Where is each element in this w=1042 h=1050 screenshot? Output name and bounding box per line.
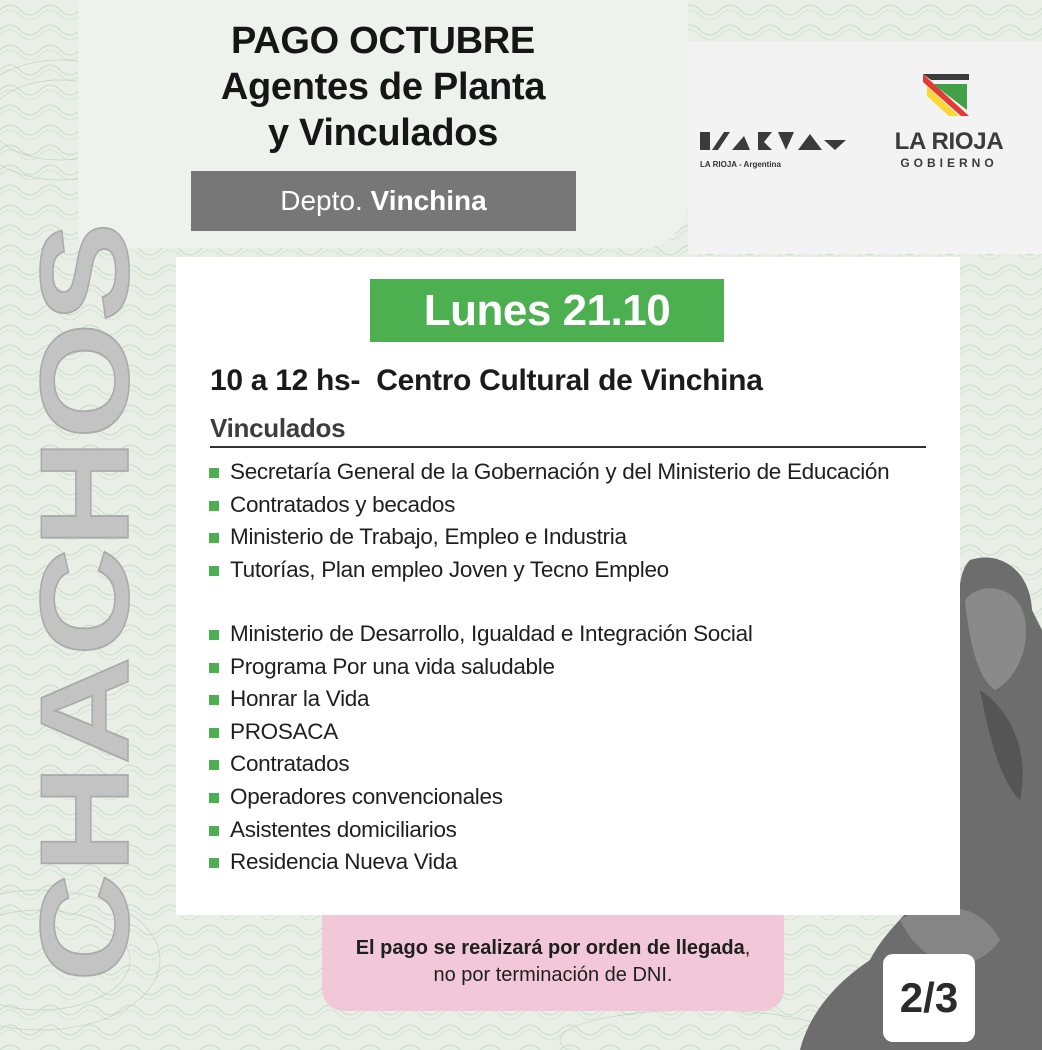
agency-list-group-b <box>208 618 753 879</box>
list-item: Honrar la Vida <box>208 683 753 716</box>
bullet-square-icon <box>209 826 219 836</box>
gobierno-emblem-icon <box>919 70 973 120</box>
bullet-square-icon <box>209 533 219 543</box>
list-item: PROSACA <box>208 716 753 749</box>
payment-note-line-1 <box>322 937 784 960</box>
department-name: Vinchina <box>370 185 487 216</box>
bullet-square-icon <box>209 858 219 868</box>
title-line-3: y Vinculados <box>267 112 499 154</box>
list-item: Contratados y becados <box>208 489 889 522</box>
date-badge: Lunes 21.10 <box>370 279 724 342</box>
la-rioja-brand-logo <box>698 128 848 160</box>
list-item: Programa Por una vida saludable <box>208 651 753 684</box>
agency-list-group-a <box>208 456 889 586</box>
gobierno-name: LA RIOJA <box>894 128 1004 155</box>
list-item: Residencia Nueva Vida <box>208 846 753 879</box>
department-bar <box>191 171 576 231</box>
bullet-square-icon <box>209 630 219 640</box>
list-item: Asistentes domiciliarios <box>208 814 753 847</box>
department-label: Depto. <box>280 185 363 216</box>
list-item: Ministerio de Trabajo, Empleo e Industria <box>208 521 889 554</box>
payment-note-panel <box>322 915 784 1011</box>
title-line-1: PAGO OCTUBRE <box>231 20 535 62</box>
section-title: Vinculados <box>210 413 926 448</box>
page-title <box>78 18 688 156</box>
bullet-square-icon <box>209 793 219 803</box>
title-line-2: Agentes de Planta <box>220 66 546 108</box>
bullet-square-icon <box>209 760 219 770</box>
page-indicator: 2/3 <box>883 954 975 1042</box>
list-item: Tutorías, Plan empleo Joven y Tecno Empleo <box>208 554 889 587</box>
bullet-square-icon <box>209 695 219 705</box>
list-item: Ministerio de Desarrollo, Igualdad e Integración Social <box>208 618 753 651</box>
list-item: Operadores convencionales <box>208 781 753 814</box>
list-item: Secretaría General de la Gobernación y del Ministerio de Educación <box>208 456 889 489</box>
time-location: 10 a 12 hs- Centro Cultural de Vinchina <box>210 364 763 397</box>
la-rioja-argentina-caption: LA RIOJA - Argentina <box>700 160 781 169</box>
gobierno-subtitle: GOBIERNO <box>900 156 998 170</box>
list-item: Contratados <box>208 748 753 781</box>
payment-note-line-2: no por terminación de DNI. <box>433 964 673 986</box>
bullet-square-icon <box>209 468 219 478</box>
chachos-vertical-text <box>14 212 155 992</box>
chachos-text: CHACHOS <box>14 344 155 982</box>
bullet-square-icon <box>209 501 219 511</box>
payment-note-bold: El pago se realizará por orden de llegada <box>355 937 745 959</box>
bullet-square-icon <box>209 663 219 673</box>
bullet-square-icon <box>209 728 219 738</box>
bullet-square-icon <box>209 566 219 576</box>
payment-note-comma: , <box>744 937 751 959</box>
